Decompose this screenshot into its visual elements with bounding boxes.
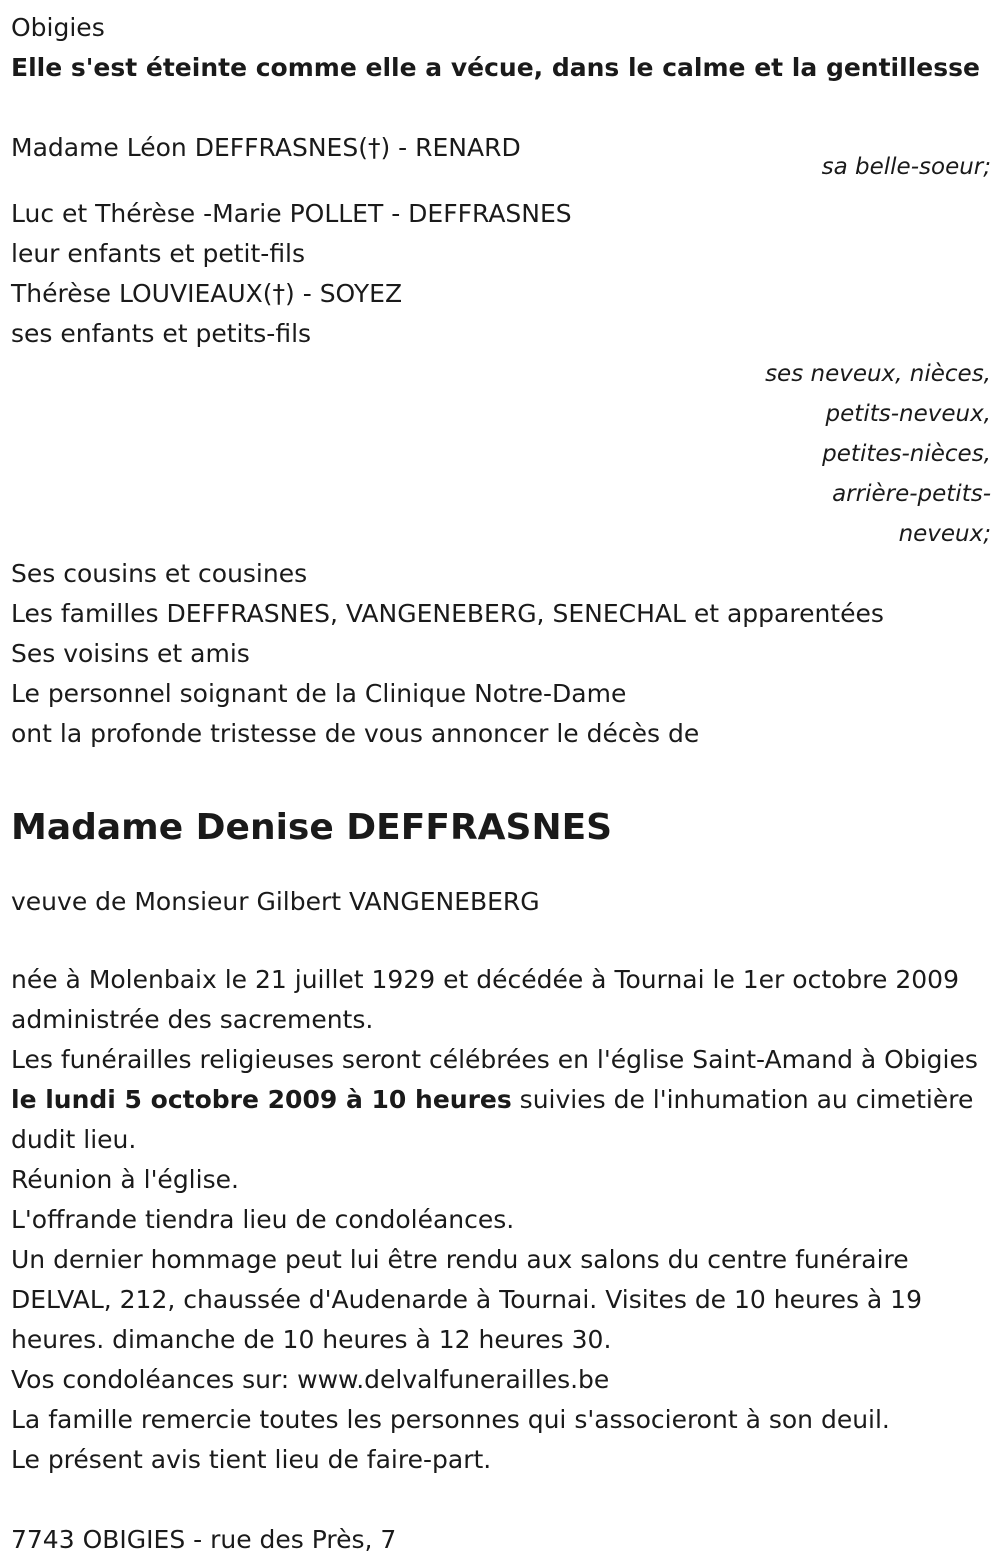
funeral-date: le lundi 5 octobre 2009 à 10 heures [11, 1085, 512, 1114]
faire-part-text: Le présent avis tient lieu de faire-part. [11, 1445, 492, 1474]
deceased-name: Madame Denise DEFFRASNES [11, 807, 613, 848]
funeral-paragraph [11, 1040, 991, 1160]
offrande-text: L'offrande tiendra lieu de condoléances. [11, 1205, 515, 1234]
widow-of: veuve de Monsieur Gilbert VANGENEBERG [11, 887, 540, 916]
relation-neveux-5: neveux; [898, 521, 991, 547]
hommage-text: Un dernier hommage peut lui être rendu aux salons du centre funéraire DELVAL, 212, chaussée d'Audenarde à Tournai. Visites de 10 heures à 19 heures. dimanche de 10 heures à 12 heures 30. [11, 1245, 922, 1354]
birth-death-text: née à Molenbaix le 21 juillet 1929 et décédée à Tournai le 1er octobre 2009 administrée des sacrements. [11, 965, 959, 1034]
family-line-1: Madame Léon DEFFRASNES(†) - RENARD [11, 133, 521, 162]
family-line-7: Les familles DEFFRASNES, VANGENEBERG, SENECHAL et apparentées [11, 599, 884, 628]
place-name: Obigies [11, 13, 105, 42]
headline: Elle s'est éteinte comme elle a vécue, dans le calme et la gentillesse [11, 53, 980, 82]
relation-neveux-1: ses neveux, nièces, [765, 361, 991, 387]
family-line-5: ses enfants et petits-fils [11, 319, 312, 348]
reunion-text: Réunion à l'église. [11, 1165, 239, 1194]
remerciement-text: La famille remercie toutes les personnes qui s'associeront à son deuil. [11, 1405, 890, 1434]
obituary-notice [11, 8, 991, 1560]
address: 7743 OBIGIES - rue des Près, 7 [11, 1525, 397, 1554]
family-line-4: Thérèse LOUVIEAUX(†) - SOYEZ [11, 279, 403, 308]
family-line-2: Luc et Thérèse -Marie POLLET - DEFFRASNES [11, 199, 572, 228]
family-line-3: leur enfants et petit-fils [11, 239, 306, 268]
relation-neveux-4: arrière-petits- [832, 481, 991, 507]
family-line-9: Le personnel soignant de la Clinique Notre-Dame [11, 679, 627, 708]
family-line-8: Ses voisins et amis [11, 639, 250, 668]
family-line-6: Ses cousins et cousines [11, 559, 308, 588]
condoleances-text: Vos condoléances sur: www.delvalfunerailles.be [11, 1365, 610, 1394]
relation-neveux-2: petits-neveux, [825, 401, 991, 427]
family-line-10: ont la profonde tristesse de vous annoncer le décès de [11, 719, 700, 748]
funeral-text-post: suivies de l'inhumation au cimetière dudit lieu. [11, 1085, 974, 1154]
funeral-text-pre: Les funérailles religieuses seront célébrées en l'église Saint-Amand à Obigies [11, 1045, 978, 1074]
relation-belle-soeur: sa belle-soeur; [821, 154, 991, 180]
relation-neveux-3: petites-nièces, [822, 441, 991, 467]
